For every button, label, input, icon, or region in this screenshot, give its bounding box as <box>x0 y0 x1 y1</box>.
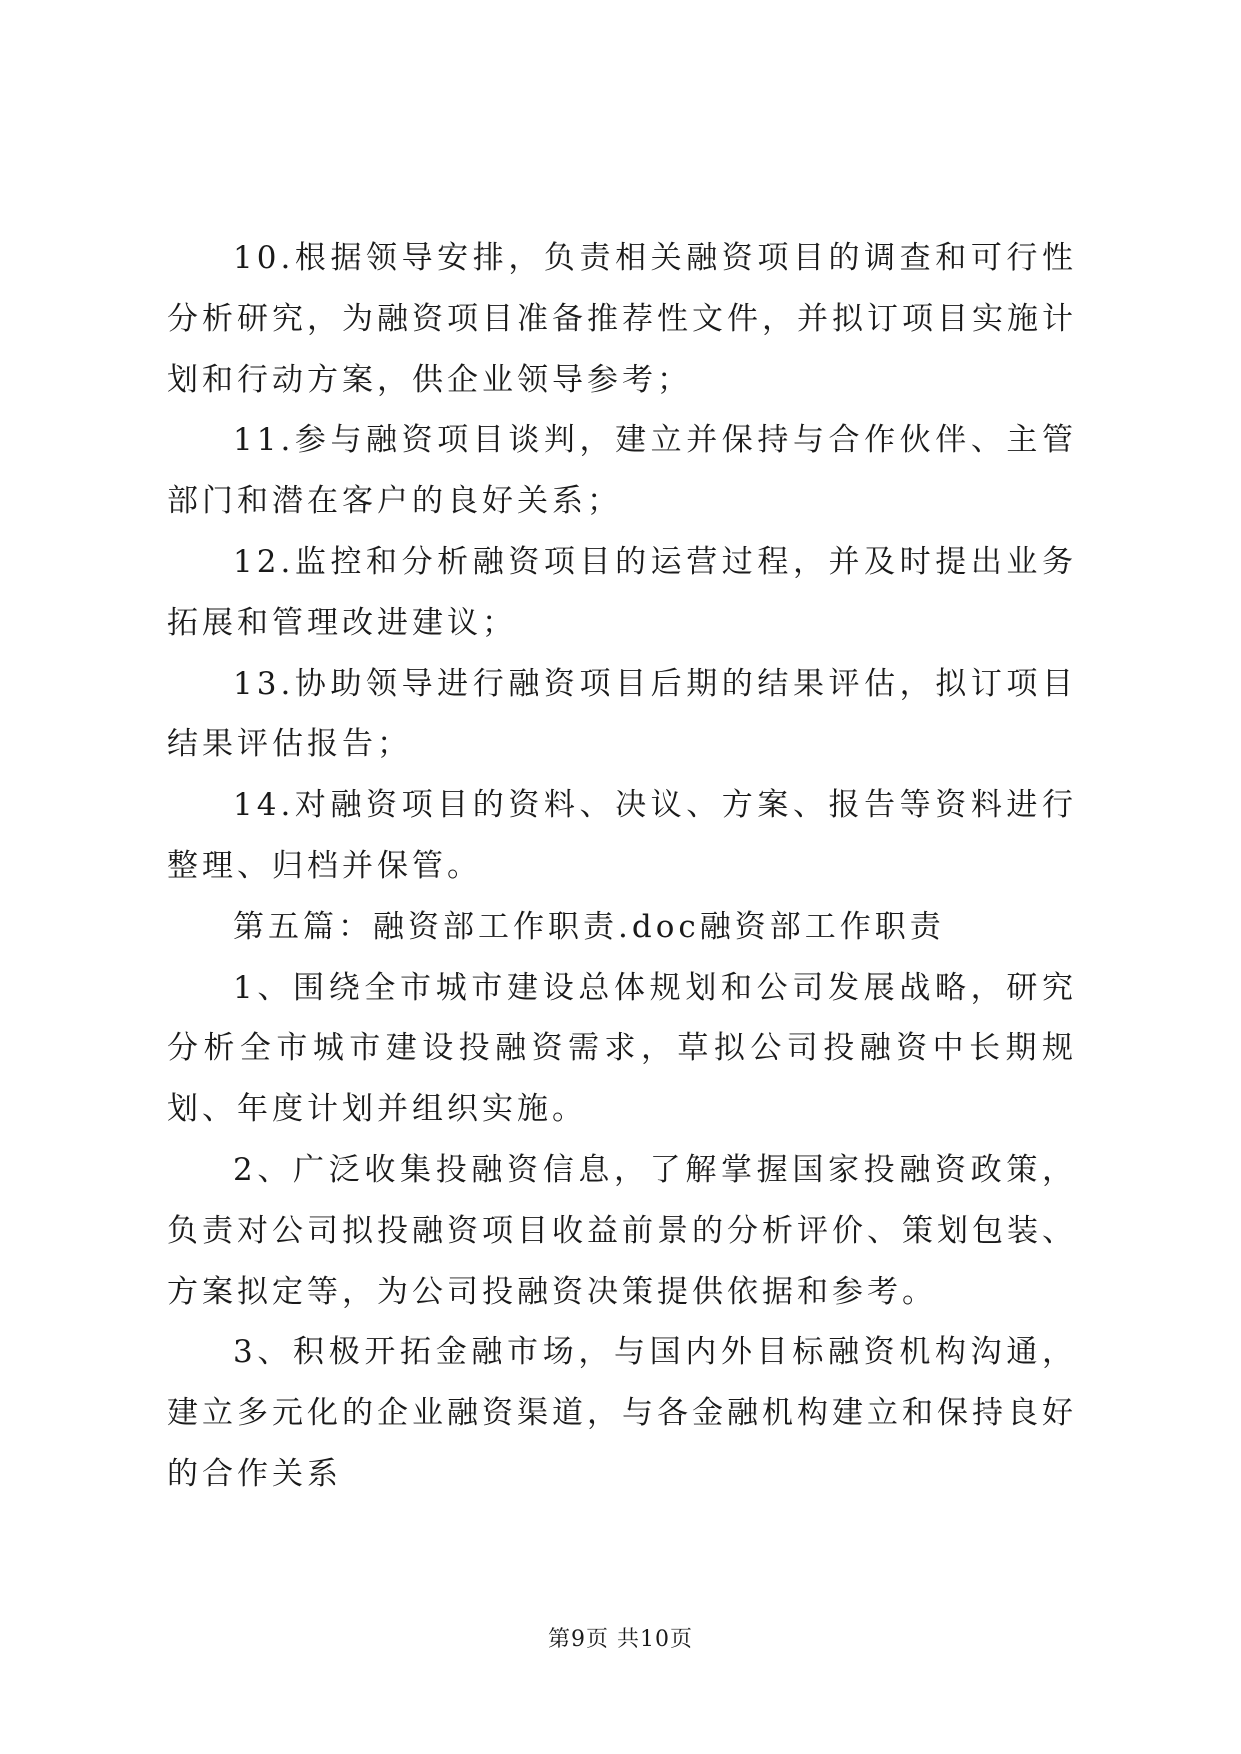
section-heading: 第五篇：融资部工作职责.doc融资部工作职责 <box>233 908 945 945</box>
duty-item-3: 3、积极开拓金融市场，与国内外目标融资机构沟通，建立多元化的企业融资渠道，与各金融机构建立和保持良好的合作关系 <box>167 1334 1077 1492</box>
paragraph-item-14: 14.对融资项目的资料、决议、方案、报告等资料进行整理、归档并保管。 <box>167 787 1077 884</box>
duty-item-1: 1、围绕全市城市建设总体规划和公司发展战略，研究分析全市城市建设投融资需求，草拟公司投融资中长期规划、年度计划并组织实施。 <box>167 969 1077 1128</box>
paragraph-item-12: 12.监控和分析融资项目的运营过程，并及时提出业务拓展和管理改进建议； <box>167 543 1077 641</box>
paragraph-item-13: 13.协助领导进行融资项目后期的结果评估，拟订项目结果评估报告； <box>167 665 1077 763</box>
paragraph-item-10: 10.根据领导安排，负责相关融资项目的调查和可行性分析研究，为融资项目准备推荐性文件，并拟订项目实施计划和行动方案，供企业领导参考； <box>167 240 1077 398</box>
page-number-footer: 第9页 共10页 <box>548 1627 693 1652</box>
document-body <box>167 228 1077 1505</box>
paragraph-item-11: 11.参与融资项目谈判，建立并保持与合作伙伴、主管部门和潜在客户的良好关系； <box>167 422 1077 520</box>
duty-item-2: 2、广泛收集投融资信息，了解掌握国家投融资政策，负责对公司拟投融资项目收益前景的分析评价、策划包装、方案拟定等，为公司投融资决策提供依据和参考。 <box>167 1151 1077 1310</box>
